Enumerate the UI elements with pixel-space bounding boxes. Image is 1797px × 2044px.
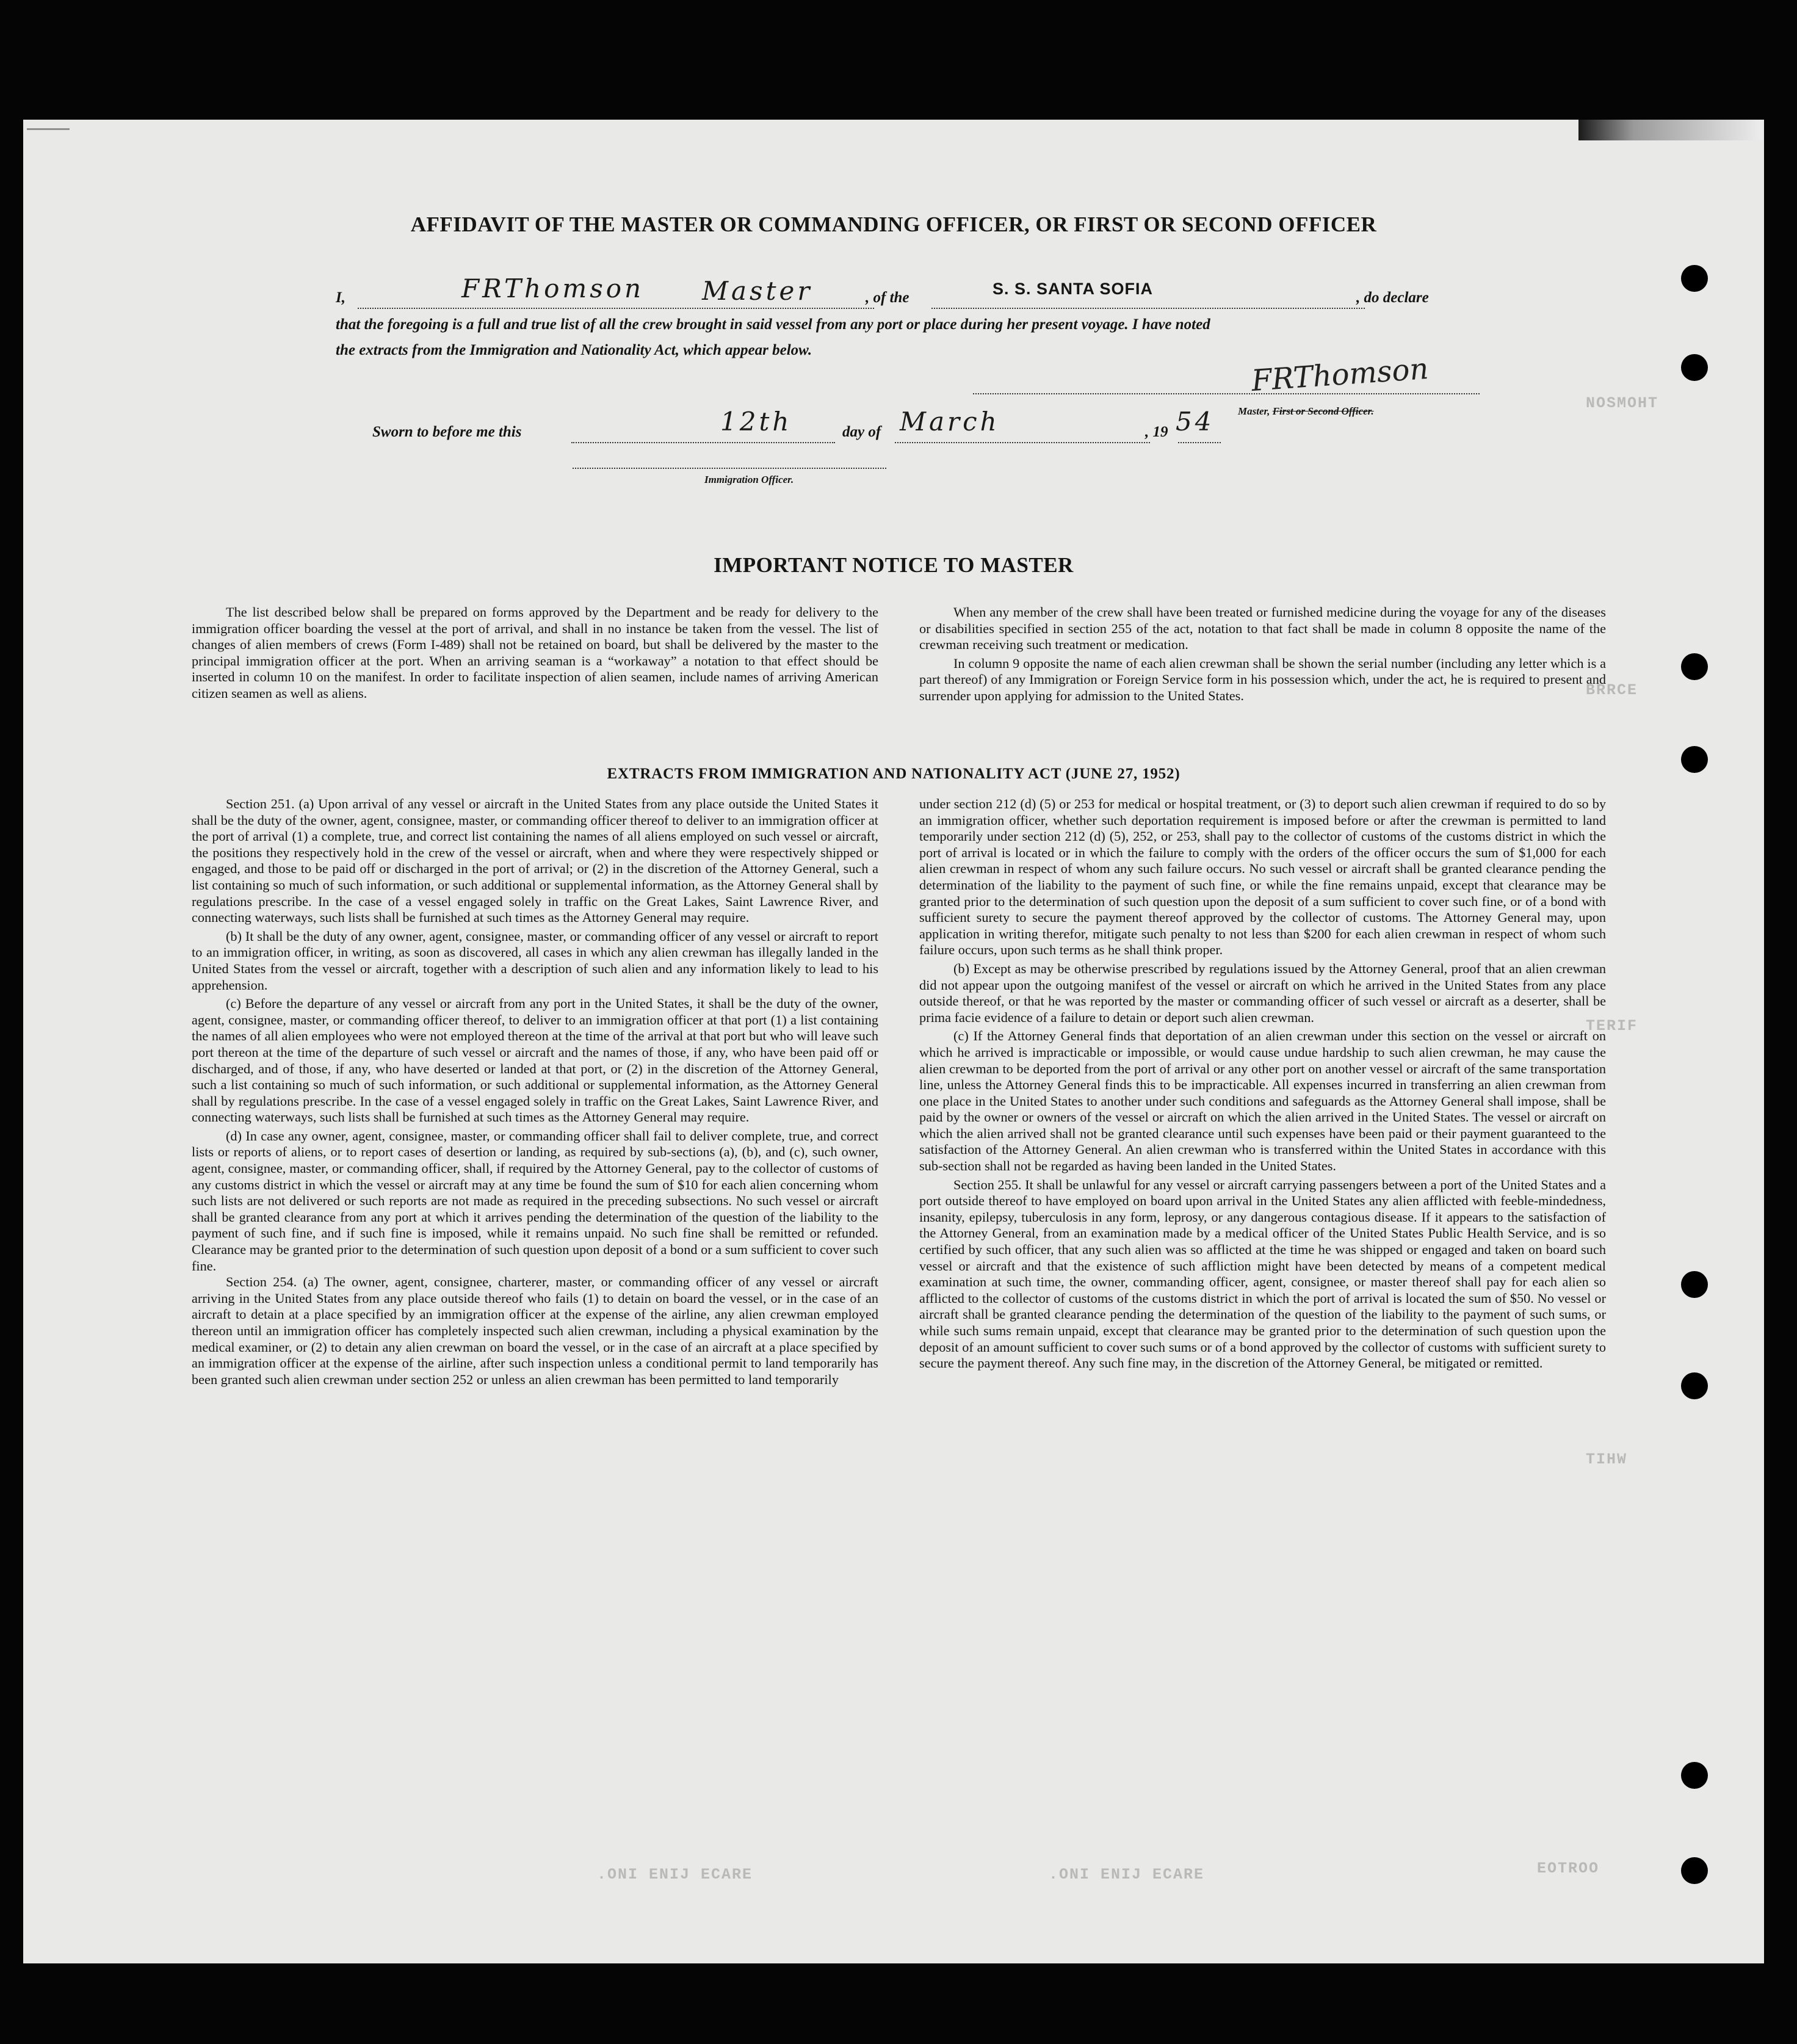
punch-hole bbox=[1681, 1857, 1708, 1884]
signature-caption-struck: First or Second Officer. bbox=[1272, 405, 1374, 417]
punch-hole bbox=[1681, 1372, 1708, 1399]
master-signature: FRThomson bbox=[1250, 351, 1430, 399]
section-254-a-continued: under section 212 (d) (5) or 253 for medical or hospital treatment, or (3) to deport such alien crewman if required to do so by an immigration officer, whether such deportation requirement is imposed before or after the crewman is permitted to land temporarily under section 212 (d) (5), 252, or 253, shall pay to the collector of customs of the customs district in which the port of arrival is located or in which the failure to comply with the orders of the officer occurs the sum of $1,000 for each alien crewman in respect of whom any such failure occurs. No such vessel or aircraft shall be granted clearance pending the determination of the liability to the payment of such fine, or while the fine remains unpaid, except that clearance may be granted prior to the determination of such question upon the deposit of a sum sufficient to cover such fine, or of a bond with sufficient surety to secure the payment thereof approved by the collector of customs. The Attorney General may, upon application in writing therefor, mitigate such penalty to not less than $200 for each alien crewman in respect of whom such failure occurs, upon such terms as he shall think proper. bbox=[919, 796, 1606, 958]
bleed-through-mark: TERIF bbox=[1586, 1017, 1638, 1035]
affidavit-statement-line2: the extracts from the Immigration and Nationality Act, which appear below. bbox=[336, 342, 812, 358]
day-of-label: day of bbox=[842, 424, 881, 440]
notice-left-column bbox=[192, 604, 878, 702]
notice-left-paragraph: The list described below shall be prepared on forms approved by the Department and be ready for delivery to the immigration officer boarding the vessel at the port of arrival, and shall in no instance be taken from the vessel. The list of changes of alien members of crews (Form I-489) shall not be retained on board, but shall be delivered by the master to the principal immigration officer at the port. When an arriving seaman is a “workaway” a notation to that effect should be inserted in column 10 on the manifest. In order to facilitate inspection of alien seamen, include names of arriving American citizen seamen as well as aliens. bbox=[192, 604, 878, 701]
affidavit-title: AFFIDAVIT OF THE MASTER OR COMMANDING OFFICER, OR FIRST OR SECOND OFFICER bbox=[410, 212, 1377, 236]
sworn-day: 12th bbox=[720, 407, 792, 437]
notice-right-paragraph-2: In column 9 opposite the name of each alien crewman shall be shown the serial number (including any letter which is a part thereof) of any Immigration or Foreign Service form in his possession which, under the act, he is required to present and surrender upon applying for admission to the United States. bbox=[919, 655, 1606, 703]
punch-hole bbox=[1681, 653, 1708, 680]
notice-right-column bbox=[919, 604, 1606, 705]
section-255: Section 255. It shall be unlawful for any vessel or aircraft carrying passengers between a port of the United States and a port outside thereof to have employed on board upon arrival in the United States any alien afflicted with feeble-mindedness, insanity, epilepsy, tuberculosis in any form, leprosy, or any dangerous contagious disease. If it appears to the satisfaction of the Attorney General, from an examination made by a medical officer of the United States Public Health Service, and is so certified by such officer, that any such alien was so afflicted at the time he was shipped or engaged and taken on board such vessel or aircraft and that the existence of such affliction might have been detected by means of a competent medical examination at such time, the owner, commanding officer, agent, consignee, or master thereof shall pay for each alien so afflicted to the collector of customs of the customs district in which the port of arrival is located the sum of $50. No vessel or aircraft shall be granted clearance pending the determination of the question of the liability to the payment of such sums, or while such sums remain unpaid, except that clearance may be granted prior to the determination of such question upon the deposit of an amount sufficient to cover such sums or of a bond approved by the collector of customs with sufficient surety to secure the payment thereof. Any such fine may, in the discretion of the Attorney General, be mitigated or remitted. bbox=[919, 1176, 1606, 1371]
notice-title: IMPORTANT NOTICE TO MASTER bbox=[714, 553, 1074, 577]
do-declare-label: , do declare bbox=[1356, 289, 1429, 306]
bleed-through-mark: TIHW bbox=[1586, 1451, 1628, 1468]
affidavit-statement-line1: that the foregoing is a full and true list of all the crew brought in said vessel from any port or place during her present voyage. I have noted bbox=[336, 316, 1210, 333]
of-the-label: , of the bbox=[866, 289, 909, 306]
punch-hole bbox=[1681, 1762, 1708, 1789]
master-signature-line bbox=[973, 393, 1480, 394]
section-251-d: (d) In case any owner, agent, consignee, master, or commanding officer shall fail to deliver complete, true, and correct lists or reports of aliens, or to report cases of desertion or landing, as required by sub-sections (a), (b), and (c), such owner, agent, consignee, master, or commanding officer, shall, if required by the Attorney General, pay to the collector of customs of any customs district in which the vessel or aircraft may at any time be found the sum of $10 for each alien concerning whom such lists are not delivered or such reports are not made as required in the preceding subsections. No such vessel or aircraft shall be granted clearance from any port at which it arrives pending the determination of the question of the liability to the payment of such fine, and if such fine is imposed, while it remains unpaid. No such fine shall be remitted or refunded. Clearance may be granted prior to the determination of such question upon deposit of a bond or a sum sufficient to cover such fine. bbox=[192, 1128, 878, 1274]
signature-caption bbox=[1238, 405, 1374, 418]
bleed-through-mark: .ONI ENIJ ECARE bbox=[597, 1866, 753, 1883]
section-251-c: (c) Before the departure of any vessel or aircraft from any port in the United States, it shall be the duty of the owner, agent, consignee, master, or commanding officer thereof, to deliver to an immigration officer at that port (1) a list containing the names of all alien employees who were not employed thereon at the time of the arrival at that port but who will leave such port thereon at the time of the departure of such vessel or aircraft and the names of those, if any, who have been paid off or discharged, and of those, if any, who have deserted or landed at that port, or (2) in the discretion of the Attorney General, such a list containing so much of such information, or such additional or supplemental information, as the Attorney General shall by regulations prescribe. In the case of a vessel engaged solely in traffic on the Great Lakes, Saint Lawrence River, and connecting waterways, such lists shall be furnished at such times as the Attorney General may require. bbox=[192, 996, 878, 1125]
section-254-a: Section 254. (a) The owner, agent, consignee, charterer, master, or commanding officer of any vessel or aircraft arriving in the United States from any place outside thereof who fails (1) to detain on board the vessel, or in the case of an aircraft to detain at a place specified by an immigration officer at the expense of the airline, any alien crewman employed thereon until an immigration officer has completely inspected such alien crewman, including a physical examination by the medical examiner, or (2) to detain any alien crewman on board the vessel, or in the case of an aircraft at a place specified by an immigration officer at the expense of the airline, after such inspection unless a conditional permit to land temporarily has been granted such alien crewman under section 252 or unless an alien crewman has been permitted to land temporarily bbox=[192, 1274, 878, 1387]
year-prefix: , 19 bbox=[1145, 424, 1168, 440]
extracts-title: EXTRACTS FROM IMMIGRATION AND NATIONALITY ACT (JUNE 27, 1952) bbox=[607, 766, 1181, 782]
sworn-month: March bbox=[900, 407, 1000, 437]
extracts-right-column bbox=[919, 796, 1606, 1372]
section-251-a: Section 251. (a) Upon arrival of any vessel or aircraft in the United States from any place outside the United States it shall be the duty of the owner, agent, consignee, master, or commanding officer thereof to deliver to an immigration officer at the port of arrival (1) a complete, true, and correct list containing the names of all aliens employed on such vessel or aircraft, the positions they respectively hold in the crew of the vessel or aircraft, when and where they were respectively shipped or engaged, and those to be paid off or discharged in the port of arrival; or (2) in the discretion of the Attorney General, such a list containing so much of such information, or such additional or supplemental information, as the Attorney General shall by regulations prescribe. In the case of a vessel engaged solely in traffic on the Great Lakes, Saint Lawrence River, and connecting waterways, such lists shall be furnished at such times as the Attorney General may require. bbox=[192, 796, 878, 926]
punch-hole bbox=[1681, 1271, 1708, 1298]
vessel-name: S. S. SANTA SOFIA bbox=[993, 280, 1154, 298]
scan-corner-mark bbox=[1578, 120, 1762, 140]
sworn-label: Sworn to before me this bbox=[372, 424, 522, 440]
notice-right-paragraph-1: When any member of the crew shall have been treated or furnished medicine during the voyage for any of the diseases or disabilities specified in section 255 of the act, notation to that fact shall be made in column 8 opposite the name of the crewman receiving such treatment or medication. bbox=[919, 604, 1606, 653]
bleed-through-mark: NOSMOHT bbox=[1586, 394, 1659, 412]
extracts-left-column bbox=[192, 796, 878, 1388]
bleed-through-mark: EOTROO bbox=[1537, 1860, 1600, 1877]
section-254-b: (b) Except as may be otherwise prescribed by regulations issued by the Attorney General, proof that an alien crewman did not appear upon the outgoing manifest of the vessel or aircraft on which he arrived in the United States from any place outside thereof, or that he was reported by the master or commanding officer of such vessel or aircraft as a deserter, shall be prima facie evidence of a failure to detain or deport such alien crewman. bbox=[919, 960, 1606, 1025]
year-line bbox=[1178, 442, 1221, 443]
vessel-line bbox=[931, 308, 1365, 309]
i-label: I, bbox=[336, 289, 345, 306]
signature-caption-prefix: Master, bbox=[1238, 405, 1273, 417]
sworn-day-line bbox=[571, 442, 835, 443]
document-page bbox=[23, 120, 1764, 1963]
section-251-b: (b) It shall be the duty of any owner, agent, consignee, master, or commanding officer of any vessel or aircraft to report to an immigration officer, in writing, as soon as discovered, all cases in which any alien crewman has illegally landed in the United States from the vessel or aircraft, together with a description of such alien and any information likely to lead to his apprehension. bbox=[192, 928, 878, 993]
sworn-year: 54 bbox=[1176, 407, 1215, 437]
scan-edge-mark bbox=[27, 128, 70, 130]
bleed-through-mark: .ONI ENIJ ECARE bbox=[1049, 1866, 1205, 1883]
handwritten-rank: Master bbox=[702, 276, 813, 306]
section-254-c: (c) If the Attorney General finds that deportation of an alien crewman under this section on the vessel or aircraft on which he arrived is impracticable or impossible, or would cause undue hardship to such alien crewman, he may cause the alien crewman to be deported from the port of arrival or any other port on another vessel or aircraft of the same transportation line, unless the Attorney General finds this to be impracticable. All expenses incurred in transferring an alien crewman from one place in the United States to another under such conditions and safeguards as the Attorney General shall impose, shall be paid by the owner or owners of the vessel or aircraft on which the alien arrived in the United States. The vessel or aircraft on which the alien arrived shall not be granted clearance until such expenses have been paid or their payment guaranteed to the satisfaction of the Attorney General. An alien crewman who is transferred within the United States in accordance with this sub-section shall not be regarded as having been landed in the United States. bbox=[919, 1028, 1606, 1174]
bleed-through-mark: BRRCE bbox=[1586, 681, 1638, 699]
punch-hole bbox=[1681, 265, 1708, 292]
punch-hole bbox=[1681, 354, 1708, 381]
immigration-officer-caption: Immigration Officer. bbox=[704, 474, 794, 485]
sworn-month-line bbox=[895, 442, 1150, 443]
name-line bbox=[358, 308, 874, 309]
immigration-officer-line bbox=[573, 468, 886, 469]
handwritten-name: FRThomson bbox=[461, 274, 645, 303]
